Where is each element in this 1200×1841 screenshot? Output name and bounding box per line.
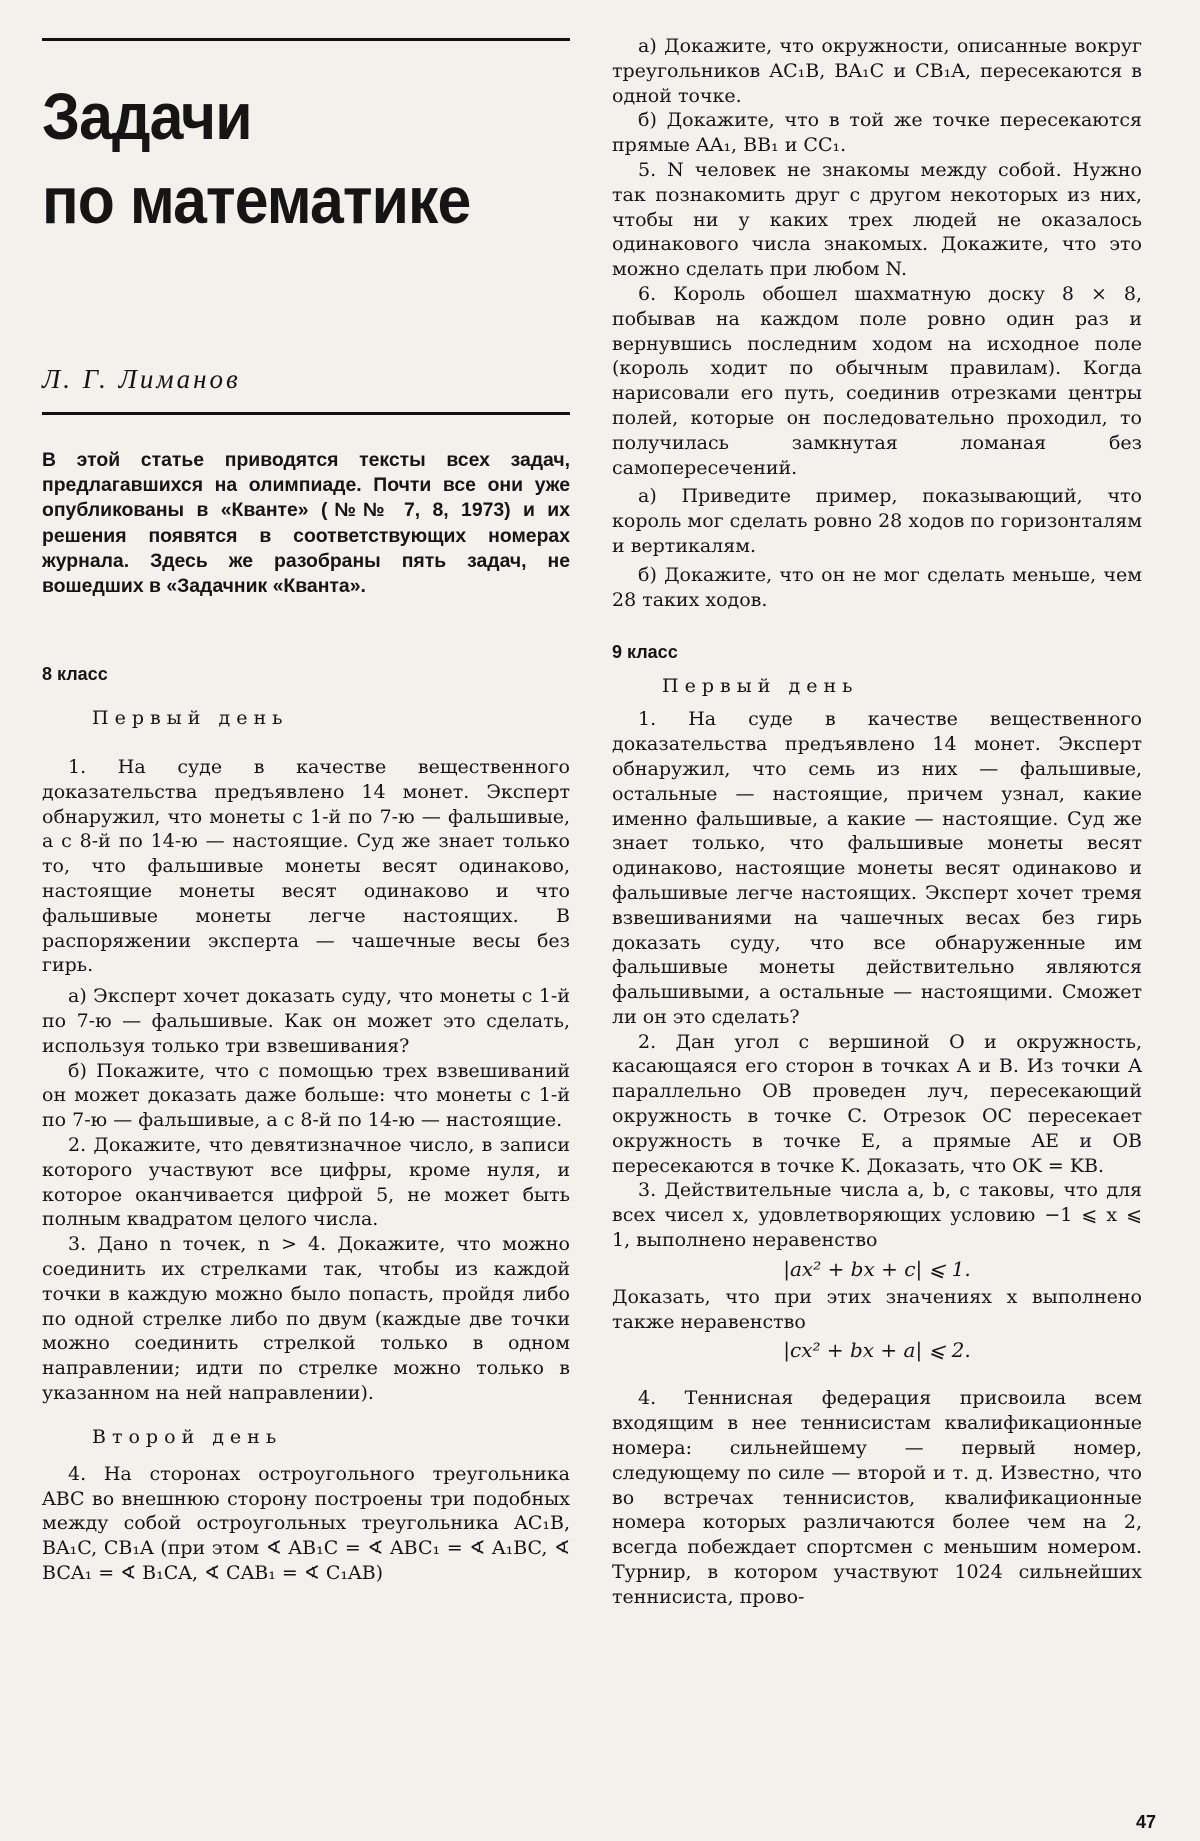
author-rule	[42, 412, 570, 415]
formula-2: |cx² + bx + a| ⩽ 2.	[783, 1338, 971, 1363]
formula-1: |ax² + bx + c| ⩽ 1.	[783, 1256, 971, 1281]
grade8-problem-4: 4. На сторонах остроугольного треугольника ABC во внешнюю сторону построены три подобных между собой остроугольных треугольника AC₁B, BA₁C, CB₁A (при этом ∢ AB₁C = ∢ ABC₁ = ∢ A₁BC, ∢ BCA₁ = ∢ B₁CA, ∢ CAB₁ = ∢ C₁AB)	[42, 1462, 570, 1584]
article-title	[42, 74, 528, 242]
grade8-problem-4a: а) Докажите, что окружности, описанные вокруг треугольников AC₁B, BA₁C и CB₁A, пересекаются в одной точке.	[612, 35, 1142, 107]
grade8-problem-6a: а) Приведите пример, показывающий, что король мог сделать ровно 28 ходов по горизонталям и вертикалям.	[612, 485, 1142, 557]
grade8-problem-2: 2. Докажите, что девятизначное число, в записи которого участвуют все цифры, кроме нуля, и которое оканчивается цифрой 5, не может быть полным квадратом целого числа.	[42, 1133, 570, 1231]
title-line-1: Задачи	[42, 79, 252, 153]
grade8-problem-5: 5. N человек не знакомы между собой. Нужно так познакомить друг с другом некоторых из них, чтобы ни у каких трех людей не оказалось одинакового числа знакомых. Докажите, что это можно сделать при любом N.	[612, 158, 1142, 281]
grade9-problem-2: 2. Дан угол с вершиной O и окружность, касающаяся его сторон в точках A и B. Из точки A параллельно OB проведен луч, пересекающий окружность в точке C. Отрезок OC пересекает окружность в точке E, а прямые AE и OB пересекаются в точке K. Доказать, что OK = KB.	[612, 1030, 1142, 1177]
grade9-heading: 9 класс	[612, 642, 678, 663]
grade8-problem-1a: а) Эксперт хочет доказать суду, что монеты с 1-й по 7-ю — фальшивые. Как он может это сделать, используя только три взвешивания?	[42, 985, 570, 1057]
grade9-problem-3-continued: Доказать, что при этих значениях x выполнено также неравенство	[612, 1285, 1142, 1333]
grade8-problem-1: 1. На суде в качестве вещественного доказательства предъявлено 14 монет. Эксперт обнаружил, что монеты с 1-й по 7-ю — фальшивые, а с 8-й по 14-ю — настоящие. Суд же знает только то, что фальшивые монеты весят одинаково, настоящие монеты весят одинаково и что фальшивые монеты легче настоящих. В распоряжении эксперта — чашечные весы без гирь.	[42, 756, 570, 977]
grade9-problem-1: 1. На суде в качестве вещественного доказательства предъявлено 14 монет. Эксперт обнаружил, что семь из них — фальшивые, остальные — настоящие, причем узнал, какие именно фальшивые, а какие — настоящие. Суд же знает только, что фальшивые монеты весят одинаково, настоящие монеты весят одинаково и фальшивые легче настоящих. Эксперт хочет тремя взвешиваниями на чашечных весах без гирь доказать суду, что все обнаруженные им фальшивые монеты действительно являются фальшивыми, а остальные — настоящими. Сможет ли он это сделать?	[612, 708, 1142, 1028]
grade8-problem-6: 6. Король обошел шахматную доску 8 × 8, побывав на каждом поле ровно один раз и вернувшись последним ходом на исходное поле (король ходит по обычным правилам). Когда нарисовали его путь, соединив отрезками центры полей, которые он последовательно проходил, то получилась замкнутая ломаная без самопересечений.	[612, 282, 1142, 479]
grade8-day2-heading: Второй день	[92, 1425, 283, 1448]
grade9-problem-4: 4. Теннисная федерация присвоила всем входящим в нее теннисистам квалификационные номера: сильнейшему — первый номер, следующему по силе — второй и т. д. Известно, что во встречах теннисистов, квалификационные номера которых различаются более чем на 2, всегда побеждает спортсмен с меньшим номером. Турнир, в котором участвуют 1024 сильнейших теннисиста, прово-	[612, 1387, 1142, 1608]
grade8-heading: 8 класс	[42, 664, 108, 684]
grade9-day1-heading: Первый день	[662, 675, 859, 698]
grade9-problem-3: 3. Действительные числа a, b, c таковы, что для всех чисел x, удовлетворяющих условию −1 ⩽ x ⩽ 1, выполнено неравенство	[612, 1179, 1142, 1252]
right-column	[612, 34, 1142, 1610]
grade8-problem-1b: б) Покажите, что с помощью трех взвешиваний он может доказать даже больше: что монеты с 1-й по 7-ю — фальшивые, а с 8-й по 14-ю — настоящие.	[42, 1059, 570, 1132]
grade8-section	[42, 664, 570, 1586]
grade8-problem-3: 3. Дано n точек, n > 4. Докажите, что можно соединить их стрелками так, чтобы из каждой точки в каждую можно было попасть, пройдя либо по одной стрелке либо по двум (каждые две точки можно соединить стрелкой только в одном направлении; идти по стрелке можно только в указанном на ней направлении).	[42, 1233, 570, 1404]
grade8-day1-heading: Первый день	[92, 707, 289, 729]
grade8-problem-4b: б) Докажите, что в той же точке пересекаются прямые AA₁, BB₁ и CC₁.	[612, 109, 1142, 157]
page-number: 47	[1136, 1812, 1157, 1832]
title-line-2: по математике	[42, 163, 471, 237]
top-rule	[42, 38, 570, 41]
grade8-problem-6b: б) Докажите, что он не мог сделать меньше, чем 28 таких ходов.	[612, 563, 1142, 611]
intro-paragraph: В этой статье приводятся тексты всех задач, предлагавшихся на олимпиаде. Почти все они уже опубликованы в «Кванте» (№№ 7, 8, 1973) и их решения появятся в соответствующих номерах журнала. Здесь же разобраны пять задач, не вошедших в «Задачник «Кванта».	[42, 449, 570, 598]
author-name: Л. Г. Лиманов	[42, 364, 241, 394]
